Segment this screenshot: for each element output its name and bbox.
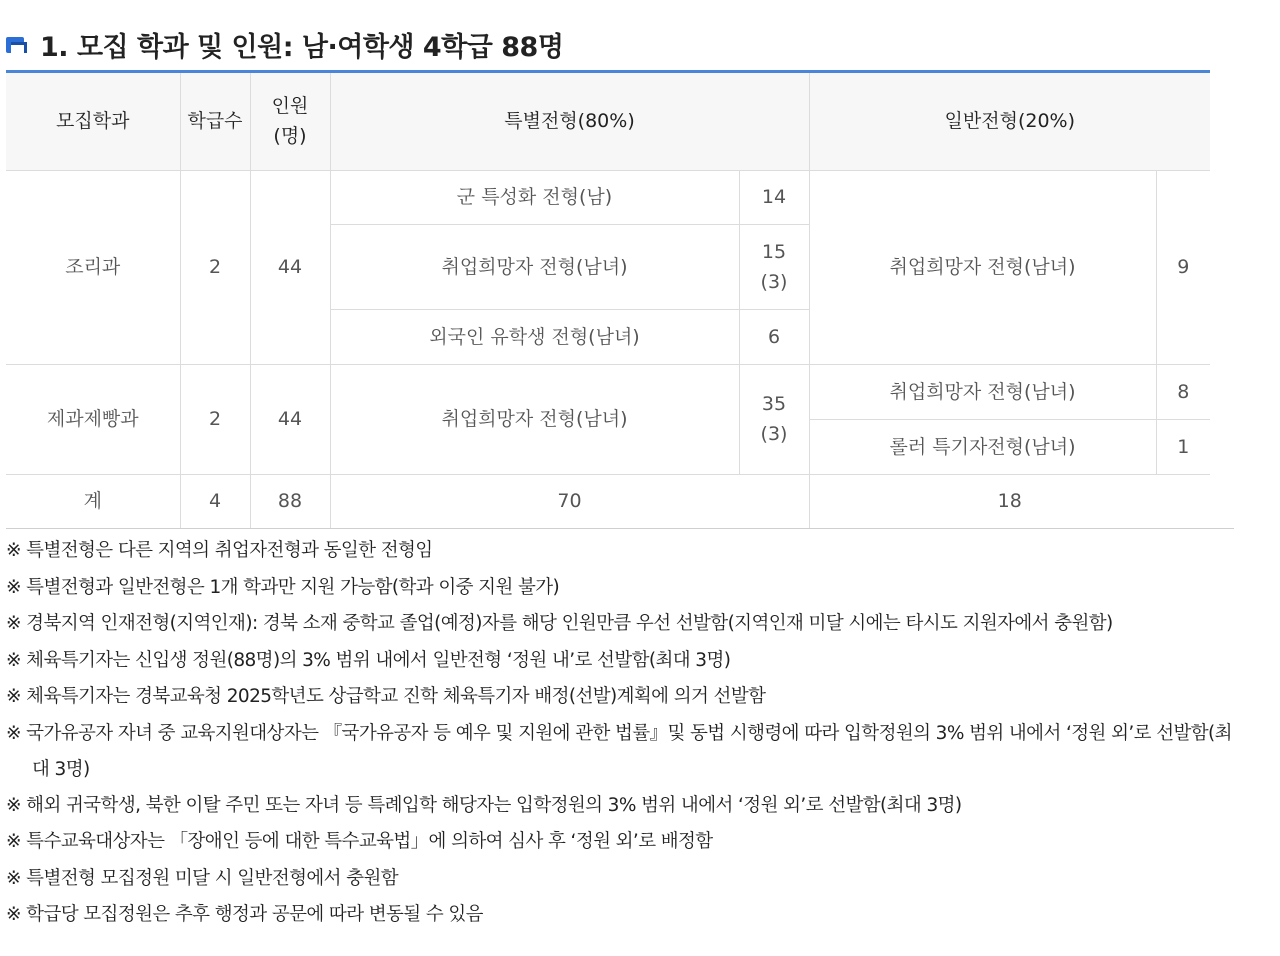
cell-total-classes: 4 xyxy=(180,474,250,528)
table-row xyxy=(6,170,1210,224)
cell-special-name: 취업희망자 전형(남녀) xyxy=(330,224,739,309)
cell-general-name: 롤러 특기자전형(남녀) xyxy=(809,419,1156,474)
note-item: ※ 특수교육대상자는 「장애인 등에 대한 특수교육법」에 의하여 심사 후 ‘정원 외’로 배정함 xyxy=(6,831,713,852)
cell-special-name: 군 특성화 전형(남) xyxy=(330,170,739,224)
cell-general-name: 취업희망자 전형(남녀) xyxy=(809,364,1156,419)
table-bottom-rule xyxy=(6,528,1234,529)
cell-special-count xyxy=(739,224,809,309)
cell-general-count: 8 xyxy=(1156,364,1210,419)
header-people xyxy=(250,73,330,170)
cell-total-special: 70 xyxy=(330,474,809,528)
header-classes: 학급수 xyxy=(180,73,250,170)
cell-special-count xyxy=(739,364,809,474)
note-item: ※ 학급당 모집정원은 추후 행정과 공문에 따라 변동될 수 있음 xyxy=(6,904,483,925)
header-people-line1: 인원 xyxy=(271,95,309,118)
count-sub: (3) xyxy=(760,270,788,293)
section-title-row xyxy=(6,24,563,64)
cell-people: 44 xyxy=(250,364,330,474)
header-special: 특별전형(80%) xyxy=(330,73,809,170)
cell-total-general: 18 xyxy=(809,474,1210,528)
table-header-row xyxy=(6,73,1210,170)
cell-special-count: 6 xyxy=(739,309,809,364)
cell-people: 44 xyxy=(250,170,330,364)
note-item: ※ 체육특기자는 경북교육청 2025학년도 상급학교 진학 체육특기자 배정(선발)계획에 의거 선발함 xyxy=(6,686,766,707)
cell-dept: 제과제빵과 xyxy=(6,364,180,474)
table-total-row xyxy=(6,474,1210,528)
cell-special-name: 외국인 유학생 전형(남녀) xyxy=(330,309,739,364)
note-item: ※ 국가유공자 자녀 중 교육지원대상자는 『국가유공자 등 예우 및 지원에 관한 법률』및 동법 시행령에 따라 입학정원의 3% 범위 내에서 ‘정원 외’로 선발함(최대 3명) xyxy=(6,722,1232,780)
table-row xyxy=(6,364,1210,419)
count-sub: (3) xyxy=(760,423,788,445)
cell-general-count: 9 xyxy=(1156,170,1210,364)
count-value: 35 xyxy=(761,393,787,415)
notes-list xyxy=(6,533,1246,934)
note-item: ※ 특별전형과 일반전형은 1개 학과만 지원 가능함(학과 이중 지원 불가) xyxy=(6,576,560,598)
header-dept: 모집학과 xyxy=(6,73,180,170)
count-value: 15 xyxy=(761,240,787,263)
header-general: 일반전형(20%) xyxy=(809,73,1210,170)
note-item: ※ 체육특기자는 신입생 정원(88명)의 3% 범위 내에서 일반전형 ‘정원 내’로 선발함(최대 3명) xyxy=(6,649,731,671)
note-item: ※ 경북지역 인재전형(지역인재): 경북 소재 중학교 졸업(예정)자를 해당 인원만큼 우선 선발함(지역인재 미달 시에는 타시도 지원자에서 충원함) xyxy=(6,613,1113,634)
cell-general-count: 1 xyxy=(1156,419,1210,474)
cell-total-people: 88 xyxy=(250,474,330,528)
cell-special-count: 14 xyxy=(739,170,809,224)
section-title: 1. 모집 학과 및 인원: 남·여학생 4학급 88명 xyxy=(40,31,564,63)
cell-classes: 2 xyxy=(180,364,250,474)
cell-total-label: 계 xyxy=(6,474,180,528)
cell-dept: 조리과 xyxy=(6,170,180,364)
cell-classes: 2 xyxy=(180,170,250,364)
cell-special-name: 취업희망자 전형(남녀) xyxy=(330,364,739,474)
note-item: ※ 특별전형은 다른 지역의 취업자전형과 동일한 전형임 xyxy=(6,540,433,561)
note-item: ※ 해외 귀국학생, 북한 이탈 주민 또는 자녀 등 특례입학 해당자는 입학정원의 3% 범위 내에서 ‘정원 외’로 선발함(최대 3명) xyxy=(6,794,962,816)
recruitment-table xyxy=(6,73,1210,529)
cell-general-name: 취업희망자 전형(남녀) xyxy=(809,170,1156,364)
header-people-line2: (명) xyxy=(273,125,307,148)
section-bullet-icon xyxy=(6,33,30,55)
note-item: ※ 특별전형 모집정원 미달 시 일반전형에서 충원함 xyxy=(6,867,399,889)
